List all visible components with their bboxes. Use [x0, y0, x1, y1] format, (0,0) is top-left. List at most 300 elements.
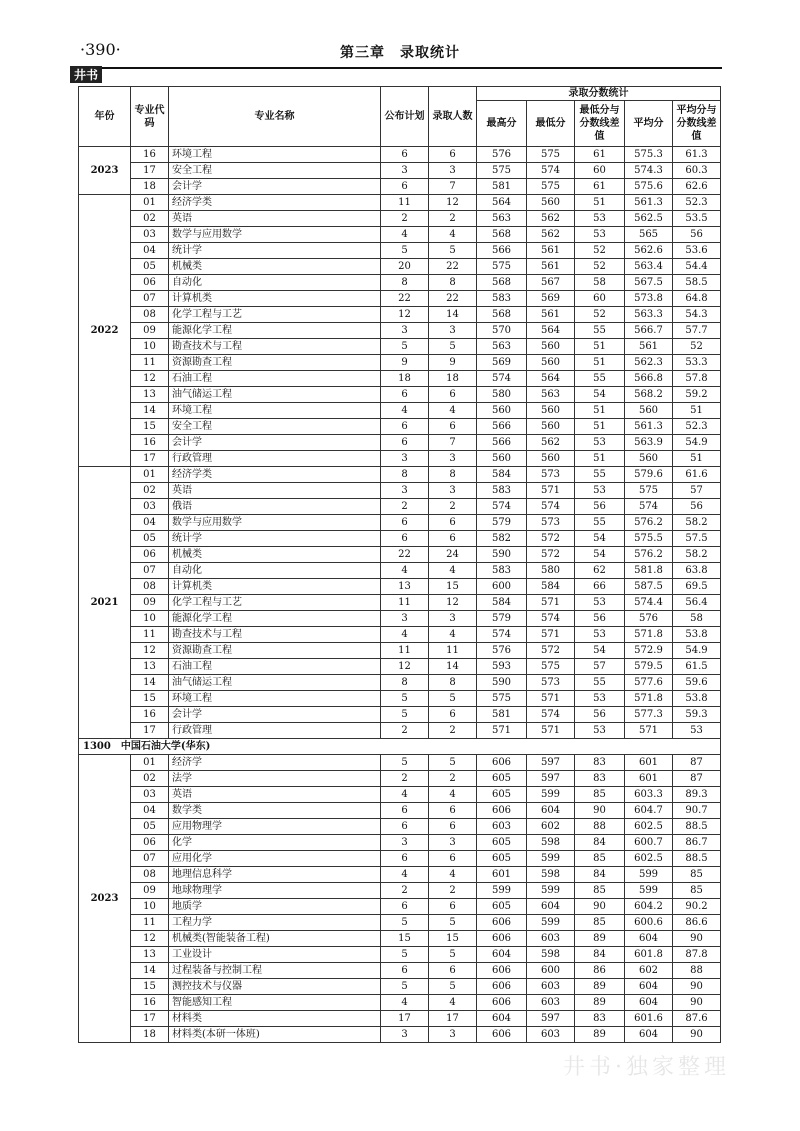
min-cell: 560 [527, 355, 575, 371]
plan-cell: 3 [381, 611, 429, 627]
admitted-cell: 4 [429, 627, 477, 643]
plan-cell: 22 [381, 291, 429, 307]
plan-cell: 5 [381, 755, 429, 771]
plan-cell: 6 [381, 899, 429, 915]
major-cell: 会计学 [169, 435, 381, 451]
major-cell: 石油工程 [169, 371, 381, 387]
admitted-cell: 5 [429, 979, 477, 995]
major-cell: 勘查技术与工程 [169, 627, 381, 643]
avg-cell: 604 [625, 995, 673, 1011]
avg-diff-cell: 54.9 [673, 435, 721, 451]
min-diff-cell: 55 [575, 515, 625, 531]
max-cell: 606 [477, 755, 527, 771]
code-cell: 02 [131, 771, 169, 787]
major-cell: 统计学 [169, 243, 381, 259]
plan-cell: 4 [381, 867, 429, 883]
min-cell: 561 [527, 259, 575, 275]
table-row [79, 163, 721, 179]
admitted-cell: 3 [429, 1027, 477, 1043]
min-cell: 560 [527, 403, 575, 419]
avg-cell: 572.9 [625, 643, 673, 659]
code-cell: 02 [131, 211, 169, 227]
table-row [79, 947, 721, 963]
publisher-tag: 井书 [70, 66, 102, 83]
admitted-cell: 6 [429, 803, 477, 819]
min-cell: 563 [527, 387, 575, 403]
major-cell: 环境工程 [169, 403, 381, 419]
admitted-cell: 4 [429, 787, 477, 803]
avg-diff-cell: 56.4 [673, 595, 721, 611]
major-cell: 行政管理 [169, 451, 381, 467]
max-cell: 566 [477, 419, 527, 435]
admitted-cell: 15 [429, 579, 477, 595]
code-cell: 12 [131, 371, 169, 387]
admitted-cell: 9 [429, 355, 477, 371]
major-cell: 应用化学 [169, 851, 381, 867]
plan-cell: 20 [381, 259, 429, 275]
min-diff-cell: 55 [575, 675, 625, 691]
min-diff-cell: 55 [575, 323, 625, 339]
col-min-diff: 最低分与分数线差值 [575, 101, 625, 147]
avg-cell: 575 [625, 483, 673, 499]
min-cell: 564 [527, 323, 575, 339]
avg-cell: 574.3 [625, 163, 673, 179]
min-cell: 599 [527, 851, 575, 867]
min-cell: 562 [527, 211, 575, 227]
admitted-cell: 8 [429, 467, 477, 483]
max-cell: 563 [477, 339, 527, 355]
major-cell: 经济学 [169, 755, 381, 771]
max-cell: 604 [477, 947, 527, 963]
min-diff-cell: 55 [575, 371, 625, 387]
max-cell: 576 [477, 147, 527, 163]
min-cell: 571 [527, 627, 575, 643]
code-cell: 17 [131, 723, 169, 739]
min-diff-cell: 56 [575, 499, 625, 515]
major-cell: 机械类 [169, 259, 381, 275]
min-cell: 603 [527, 931, 575, 947]
min-diff-cell: 51 [575, 195, 625, 211]
avg-cell: 574.4 [625, 595, 673, 611]
max-cell: 566 [477, 435, 527, 451]
max-cell: 583 [477, 483, 527, 499]
plan-cell: 8 [381, 275, 429, 291]
plan-cell: 2 [381, 723, 429, 739]
max-cell: 606 [477, 963, 527, 979]
avg-cell: 602.5 [625, 851, 673, 867]
code-cell: 17 [131, 163, 169, 179]
min-diff-cell: 53 [575, 595, 625, 611]
major-cell: 环境工程 [169, 691, 381, 707]
min-diff-cell: 83 [575, 1011, 625, 1027]
min-diff-cell: 56 [575, 611, 625, 627]
avg-diff-cell: 51 [673, 403, 721, 419]
code-cell: 13 [131, 659, 169, 675]
major-cell: 数学与应用数学 [169, 515, 381, 531]
min-cell: 571 [527, 691, 575, 707]
max-cell: 581 [477, 179, 527, 195]
min-cell: 572 [527, 531, 575, 547]
table-row [79, 467, 721, 483]
admitted-cell: 6 [429, 147, 477, 163]
min-diff-cell: 52 [575, 307, 625, 323]
min-diff-cell: 90 [575, 803, 625, 819]
avg-cell: 601.8 [625, 947, 673, 963]
major-cell: 统计学 [169, 531, 381, 547]
code-cell: 07 [131, 851, 169, 867]
table-row [79, 339, 721, 355]
code-cell: 18 [131, 1027, 169, 1043]
major-cell: 法学 [169, 771, 381, 787]
plan-cell: 5 [381, 339, 429, 355]
admitted-cell: 6 [429, 531, 477, 547]
table-row [79, 755, 721, 771]
avg-diff-cell: 90 [673, 931, 721, 947]
min-cell: 597 [527, 771, 575, 787]
major-cell: 自动化 [169, 275, 381, 291]
table-row [79, 867, 721, 883]
min-cell: 599 [527, 883, 575, 899]
avg-cell: 575.3 [625, 147, 673, 163]
chapter-title: 第三章 录取统计 [340, 45, 460, 61]
table-row [79, 307, 721, 323]
admitted-cell: 6 [429, 899, 477, 915]
max-cell: 606 [477, 915, 527, 931]
col-year: 年份 [79, 87, 131, 147]
avg-diff-cell: 53.8 [673, 627, 721, 643]
avg-diff-cell: 60.3 [673, 163, 721, 179]
major-cell: 工业设计 [169, 947, 381, 963]
code-cell: 01 [131, 755, 169, 771]
max-cell: 606 [477, 995, 527, 1011]
max-cell: 579 [477, 611, 527, 627]
avg-diff-cell: 87.8 [673, 947, 721, 963]
avg-diff-cell: 90.7 [673, 803, 721, 819]
max-cell: 583 [477, 291, 527, 307]
code-cell: 09 [131, 595, 169, 611]
avg-diff-cell: 59.3 [673, 707, 721, 723]
min-cell: 561 [527, 307, 575, 323]
max-cell: 579 [477, 515, 527, 531]
min-diff-cell: 66 [575, 579, 625, 595]
plan-cell: 3 [381, 323, 429, 339]
avg-diff-cell: 87 [673, 755, 721, 771]
max-cell: 564 [477, 195, 527, 211]
admitted-cell: 3 [429, 611, 477, 627]
code-cell: 17 [131, 451, 169, 467]
table-row [79, 1011, 721, 1027]
header-rule [78, 67, 722, 69]
max-cell: 570 [477, 323, 527, 339]
code-cell: 18 [131, 179, 169, 195]
table-row [79, 595, 721, 611]
max-cell: 590 [477, 675, 527, 691]
avg-diff-cell: 57 [673, 483, 721, 499]
table-row [79, 515, 721, 531]
plan-cell: 5 [381, 979, 429, 995]
avg-diff-cell: 58 [673, 611, 721, 627]
avg-cell: 602 [625, 963, 673, 979]
avg-diff-cell: 53.3 [673, 355, 721, 371]
avg-cell: 563.3 [625, 307, 673, 323]
min-diff-cell: 85 [575, 883, 625, 899]
plan-cell: 15 [381, 931, 429, 947]
code-cell: 17 [131, 1011, 169, 1027]
plan-cell: 6 [381, 387, 429, 403]
table-row [79, 627, 721, 643]
avg-diff-cell: 61.6 [673, 467, 721, 483]
avg-diff-cell: 54.9 [673, 643, 721, 659]
avg-cell: 604 [625, 931, 673, 947]
plan-cell: 5 [381, 915, 429, 931]
code-cell: 04 [131, 243, 169, 259]
table-row [79, 179, 721, 195]
plan-cell: 11 [381, 643, 429, 659]
major-cell: 油气储运工程 [169, 675, 381, 691]
table-row [79, 483, 721, 499]
min-cell: 599 [527, 787, 575, 803]
avg-diff-cell: 90.2 [673, 899, 721, 915]
col-major: 专业名称 [169, 87, 381, 147]
avg-diff-cell: 54.3 [673, 307, 721, 323]
admitted-cell: 4 [429, 867, 477, 883]
code-cell: 08 [131, 579, 169, 595]
code-cell: 05 [131, 819, 169, 835]
min-diff-cell: 86 [575, 963, 625, 979]
major-cell: 俄语 [169, 499, 381, 515]
min-cell: 573 [527, 675, 575, 691]
admitted-cell: 6 [429, 387, 477, 403]
max-cell: 581 [477, 707, 527, 723]
avg-cell: 604.2 [625, 899, 673, 915]
code-cell: 11 [131, 915, 169, 931]
table-row [79, 723, 721, 739]
major-cell: 过程装备与控制工程 [169, 963, 381, 979]
col-score-group: 录取分数统计 [477, 87, 721, 101]
table-row [79, 787, 721, 803]
major-cell: 能源化学工程 [169, 611, 381, 627]
min-diff-cell: 51 [575, 419, 625, 435]
table-row [79, 547, 721, 563]
code-cell: 04 [131, 515, 169, 531]
code-cell: 11 [131, 627, 169, 643]
avg-diff-cell: 57.5 [673, 531, 721, 547]
avg-diff-cell: 53.6 [673, 243, 721, 259]
table-row [79, 259, 721, 275]
max-cell: 583 [477, 563, 527, 579]
avg-diff-cell: 88 [673, 963, 721, 979]
code-cell: 11 [131, 355, 169, 371]
admitted-cell: 22 [429, 259, 477, 275]
plan-cell: 6 [381, 803, 429, 819]
max-cell: 600 [477, 579, 527, 595]
min-cell: 562 [527, 435, 575, 451]
min-cell: 569 [527, 291, 575, 307]
min-cell: 598 [527, 867, 575, 883]
min-diff-cell: 54 [575, 387, 625, 403]
avg-cell: 575.6 [625, 179, 673, 195]
max-cell: 605 [477, 835, 527, 851]
min-cell: 597 [527, 1011, 575, 1027]
avg-diff-cell: 58.2 [673, 515, 721, 531]
max-cell: 603 [477, 819, 527, 835]
admitted-cell: 7 [429, 435, 477, 451]
min-cell: 562 [527, 227, 575, 243]
avg-cell: 562.6 [625, 243, 673, 259]
min-cell: 572 [527, 643, 575, 659]
admitted-cell: 5 [429, 755, 477, 771]
max-cell: 560 [477, 451, 527, 467]
min-cell: 571 [527, 483, 575, 499]
min-diff-cell: 53 [575, 435, 625, 451]
max-cell: 582 [477, 531, 527, 547]
major-cell: 工程力学 [169, 915, 381, 931]
avg-cell: 577.3 [625, 707, 673, 723]
avg-diff-cell: 69.5 [673, 579, 721, 595]
avg-diff-cell: 56 [673, 499, 721, 515]
max-cell: 568 [477, 307, 527, 323]
avg-diff-cell: 57.8 [673, 371, 721, 387]
code-cell: 14 [131, 963, 169, 979]
major-cell: 经济学类 [169, 467, 381, 483]
admitted-cell: 3 [429, 323, 477, 339]
major-cell: 英语 [169, 787, 381, 803]
avg-cell: 576 [625, 611, 673, 627]
max-cell: 571 [477, 723, 527, 739]
table-row [79, 531, 721, 547]
plan-cell: 6 [381, 515, 429, 531]
admitted-cell: 3 [429, 451, 477, 467]
col-avg: 平均分 [625, 101, 673, 147]
admitted-cell: 22 [429, 291, 477, 307]
avg-cell: 601 [625, 771, 673, 787]
code-cell: 13 [131, 387, 169, 403]
min-diff-cell: 90 [575, 899, 625, 915]
min-cell: 561 [527, 243, 575, 259]
min-cell: 598 [527, 947, 575, 963]
major-cell: 机械类(智能装备工程) [169, 931, 381, 947]
max-cell: 580 [477, 387, 527, 403]
code-cell: 07 [131, 563, 169, 579]
min-diff-cell: 89 [575, 979, 625, 995]
admitted-cell: 24 [429, 547, 477, 563]
avg-diff-cell: 53 [673, 723, 721, 739]
avg-cell: 581.8 [625, 563, 673, 579]
avg-diff-cell: 52.3 [673, 419, 721, 435]
admitted-cell: 4 [429, 227, 477, 243]
avg-cell: 604 [625, 979, 673, 995]
admitted-cell: 8 [429, 675, 477, 691]
max-cell: 568 [477, 227, 527, 243]
min-cell: 574 [527, 707, 575, 723]
min-diff-cell: 60 [575, 163, 625, 179]
avg-diff-cell: 88.5 [673, 819, 721, 835]
min-diff-cell: 52 [575, 259, 625, 275]
major-cell: 化学工程与工艺 [169, 595, 381, 611]
max-cell: 599 [477, 883, 527, 899]
avg-diff-cell: 90 [673, 979, 721, 995]
avg-diff-cell: 85 [673, 867, 721, 883]
min-diff-cell: 88 [575, 819, 625, 835]
min-diff-cell: 60 [575, 291, 625, 307]
admitted-cell: 2 [429, 723, 477, 739]
major-cell: 英语 [169, 483, 381, 499]
avg-diff-cell: 63.8 [673, 563, 721, 579]
plan-cell: 4 [381, 563, 429, 579]
max-cell: 606 [477, 803, 527, 819]
avg-cell: 600.6 [625, 915, 673, 931]
table-row [79, 451, 721, 467]
min-diff-cell: 56 [575, 707, 625, 723]
plan-cell: 4 [381, 787, 429, 803]
max-cell: 606 [477, 1027, 527, 1043]
avg-diff-cell: 64.8 [673, 291, 721, 307]
avg-cell: 601.6 [625, 1011, 673, 1027]
admitted-cell: 3 [429, 835, 477, 851]
table-row [79, 675, 721, 691]
min-cell: 597 [527, 755, 575, 771]
major-cell: 应用物理学 [169, 819, 381, 835]
table-row [79, 403, 721, 419]
min-diff-cell: 54 [575, 643, 625, 659]
min-diff-cell: 57 [575, 659, 625, 675]
code-cell: 16 [131, 147, 169, 163]
table-row [79, 211, 721, 227]
code-cell: 09 [131, 323, 169, 339]
plan-cell: 6 [381, 147, 429, 163]
admitted-cell: 4 [429, 995, 477, 1011]
code-cell: 02 [131, 483, 169, 499]
major-cell: 智能感知工程 [169, 995, 381, 1011]
min-cell: 574 [527, 611, 575, 627]
avg-cell: 563.9 [625, 435, 673, 451]
code-cell: 04 [131, 803, 169, 819]
plan-cell: 4 [381, 403, 429, 419]
table-row [79, 803, 721, 819]
table-row [79, 979, 721, 995]
major-cell: 材料类(本研一体班) [169, 1027, 381, 1043]
code-cell: 14 [131, 675, 169, 691]
plan-cell: 12 [381, 307, 429, 323]
table-row [79, 499, 721, 515]
min-diff-cell: 53 [575, 227, 625, 243]
avg-diff-cell: 86.7 [673, 835, 721, 851]
year-cell: 2023 [79, 147, 131, 195]
plan-cell: 4 [381, 627, 429, 643]
min-diff-cell: 58 [575, 275, 625, 291]
code-cell: 08 [131, 867, 169, 883]
avg-cell: 566.8 [625, 371, 673, 387]
max-cell: 574 [477, 627, 527, 643]
code-cell: 10 [131, 611, 169, 627]
avg-diff-cell: 52 [673, 339, 721, 355]
footer-watermark: 井书·独家整理 [563, 1055, 730, 1080]
avg-cell: 579.5 [625, 659, 673, 675]
avg-diff-cell: 54.4 [673, 259, 721, 275]
min-diff-cell: 52 [575, 243, 625, 259]
min-diff-cell: 53 [575, 723, 625, 739]
col-avg-diff: 平均分与分数线差值 [673, 101, 721, 147]
admitted-cell: 8 [429, 275, 477, 291]
code-cell: 01 [131, 195, 169, 211]
plan-cell: 9 [381, 355, 429, 371]
code-cell: 06 [131, 835, 169, 851]
admitted-cell: 18 [429, 371, 477, 387]
plan-cell: 4 [381, 995, 429, 1011]
min-diff-cell: 53 [575, 691, 625, 707]
admitted-cell: 3 [429, 483, 477, 499]
avg-cell: 573.8 [625, 291, 673, 307]
